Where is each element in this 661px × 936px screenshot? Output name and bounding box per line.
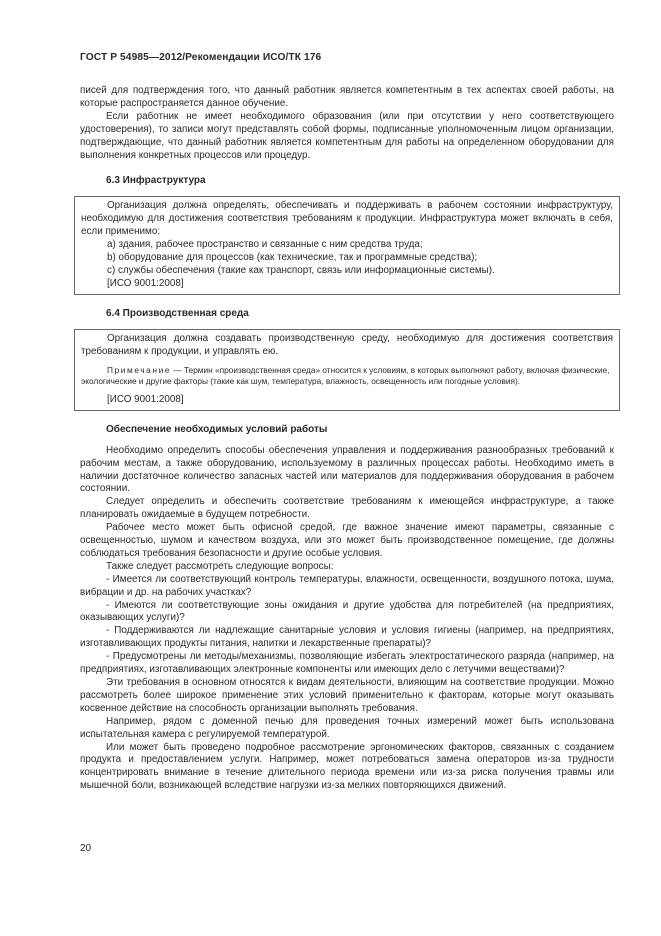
- paragraph: писей для подтверждения того, что данный работник является компетентным в тех аспектах своей работы, на которые распространяется данное обучение.: [80, 85, 614, 109]
- list-item: - Предусмотрены ли методы/механизмы, позволяющие избегать электростатического разряда (например, на предприятиях, изготавливающих электронные компоненты или имеющих дело с летучими веществами)?: [80, 651, 614, 676]
- quote-box-iso-6-4: [74, 329, 620, 411]
- list-item: a) здания, рабочее пространство и связанные с ним средства труда;: [107, 239, 423, 251]
- paragraph: Или может быть проведено подробное рассмотрение эргономических факторов, связанных с созданием продукта и предоставлением услуги. Например, может потребоваться замена операторов из-за трудности концентрировать внимание в течение длительного периода времени или из-за риска получения травмы или мышечной боли, возникающей вследствие нагрузки из-за мелких повторяющихся движений.: [80, 741, 614, 792]
- paragraph: Необходимо определить способы обеспечения управления и поддерживания разнообразных требований к рабочим местам, а также оборудованию, используемому в различных процессах работы. Необходимо иметь в наличии достаточное количество запасных частей или материалов для поддерживания оборудования в рабочем состоянии.: [80, 444, 614, 495]
- paragraph: Также следует рассмотреть следующие вопросы:: [106, 560, 334, 572]
- list-item: - Имеются ли соответствующие зоны ожидания и другие удобства для потребителей (на предприятиях, оказывающих услуги)?: [80, 599, 614, 624]
- quote-box-iso-6-3: [74, 196, 620, 294]
- page-number: 20: [80, 843, 92, 854]
- note: [81, 365, 613, 388]
- reference: [ИСО 9001:2008]: [107, 277, 184, 289]
- paragraph: Рабочее место может быть офисной средой, где важное значение имеют параметры, связанные с освещенностью, шумом и качеством воздуха, или это может быть производственное помещение, где должны соблюдаться требования безопасности и другие особые условия.: [80, 522, 614, 559]
- subsection-heading: Обеспечение необходимых условий работы: [106, 423, 328, 435]
- list-item: b) оборудование для процессов (как технические, так и программные средства);: [107, 252, 478, 264]
- list-item: - Имеется ли соответствующий контроль температуры, влажности, освещенности, воздушного потока, шума, вибрации и др. на рабочих участках?: [80, 573, 614, 598]
- list-item: c) службы обеспечения (такие как транспорт, связь или информационные системы).: [107, 264, 495, 276]
- section-heading-6-3: 6.3 Инфраструктура: [106, 175, 206, 187]
- document-header: ГОСТ Р 54985—2012/Рекомендации ИСО/ТК 176: [80, 52, 322, 63]
- reference: [ИСО 9001:2008]: [107, 393, 184, 405]
- note-text: — Термин «производственная среда» относится к условиям, в которых выполняют работу, включая физические, экологические и другие факторы (такие как шум, температура, влажность, освещенность или погодные условия).: [81, 364, 610, 387]
- paragraph: Например, рядом с доменной печью для проведения точных измерений может быть использована испытательная камера с регулируемой температурой.: [80, 715, 614, 740]
- paragraph: Эти требования в основном относятся к видам деятельности, влияющим на соответствие продукции. Можно рассмотреть более широкое применение этих условий применительно к факторам, которые могут оказывать косвенное действие на способность организации выполнять требования.: [80, 677, 614, 714]
- paragraph: Если работник не имеет необходимого образования (или при отсутствии у него соответствующего удостоверения), то записи могут представлять собой формы, подписанные уполномоченным лицом организации, подтверждающие, что данный работник является компетентным для работы на определенном оборудовании для выполнения конкретных процессов или процедур.: [80, 110, 614, 161]
- document-page: [80, 52, 614, 793]
- section-heading-6-4: 6.4 Производственная среда: [106, 307, 249, 319]
- list-item: - Поддерживаются ли надлежащие санитарные условия и условия гигиены (например, на предприятиях, изготавливающих продукты питания, напитки и лекарственные препараты)?: [80, 625, 614, 650]
- note-label: Примечание: [107, 364, 172, 375]
- paragraph: Организация должна определять, обеспечивать и поддерживать в рабочем состоянии инфраструктуру, необходимую для достижения соответствия требованиям к продукции. Инфраструктура может включать в себя, если применимо:: [81, 200, 613, 238]
- paragraph: Организация должна создавать производственную среду, необходимую для достижения соответствия требованиям к продукции, и управлять ею.: [81, 332, 613, 357]
- paragraph: Следует определить и обеспечить соответствие требованиям к имеющейся инфраструктуре, а также планировать ожидаемые в будущем потребности.: [80, 496, 614, 521]
